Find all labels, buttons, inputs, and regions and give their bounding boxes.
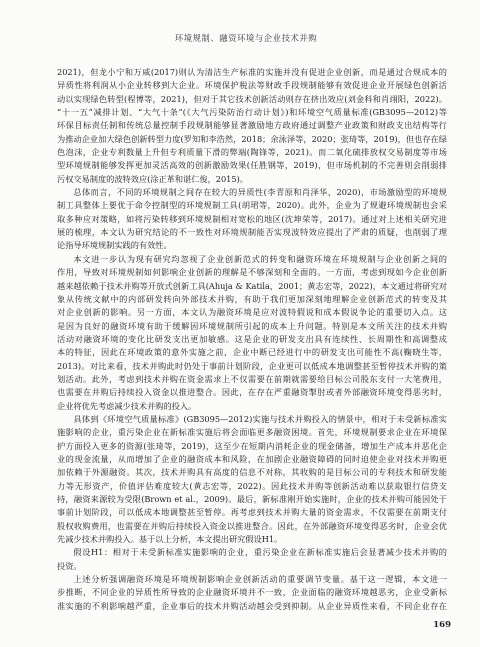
- text-line: 企业将优先考虑减少技术并购的投入。: [57, 400, 197, 411]
- text-line: 制工具整体上要优于命令控制型的环境规制工具(胡珺等，2020)。此外，企业为了规避环境规制也会采: [57, 200, 447, 211]
- paragraph-hypothesis-h1: [57, 546, 447, 573]
- text-line: 假设H1：相对于未受新标准实施影响的企业，重污染企业在新标准实施后会显著减少技术并购的: [73, 547, 447, 558]
- text-line: 先减少技术并购投入。基于以上分析，本文提出研究假设H1。: [57, 534, 283, 545]
- text-line: 动以实现绿色转型(程博等，2021)，但对于其它技术创新活动则存在挤出效应(刘金科和肖翊阳，2022)。: [57, 93, 447, 104]
- text-line: 本的特征，因此在环境政策的意外实施之前，企业中断已经进行中的研发支出可能性不高(鞠晓生等，: [57, 347, 447, 358]
- text-line: 步推断，不同企业的异质性所导致的企业融资环境并不一致，企业面临的融资环境越恶劣，企业受新标: [57, 587, 447, 598]
- text-line: 作用，导致对环境规制如何影响企业创新的理解是不够深刻和全面的。一方面，考虑到现如今企业创新: [57, 267, 447, 278]
- text-line: 型环境规制能够发挥更加灵活高效的创新激励效果(任胜钢等，2019)，但市场机制的不完善则会削弱排: [57, 160, 447, 171]
- text-line: 投资。: [57, 560, 82, 571]
- text-line: 业的现金流量，从而增加了企业的融资成本和风险，在加剧企业融资障碍的同时迫使企业对技术并购更: [57, 453, 447, 464]
- paragraph-mechanism: [57, 413, 447, 546]
- text-line: 划活动。此外，考虑到技术并购在资金需求上不仅需要在前期就需要给目标公司股东支付一大笔费用，: [57, 373, 447, 384]
- running-header: 环境规制、融资环境与企业技术并购: [174, 33, 318, 43]
- paragraph-summary: [57, 186, 447, 253]
- text-line: 股权收购费用，也需要在并购后持续投入资金以推进整合。因此，在外部融资环境变得恶劣时，企业会优: [57, 520, 447, 531]
- text-line: 越来越依赖于技术并购等开放式创新工具(Ahuja & Katila，2001；黄志宏等，2022)，本文通过将研究对: [57, 280, 447, 291]
- paragraph-argument: [57, 253, 447, 413]
- paragraph-heterogeneity: [57, 573, 447, 613]
- text-line: 为推动企业加大绿色创新转型力度(罗知和李浩然，2018；余泳泽等，2020；张琦等，2019)，但也存在绿: [57, 133, 447, 144]
- text-line: 具体到《环境空气质量标准》(GB3095—2012)实施与技术并购投入的情景中，相对于未受新标准实: [73, 413, 447, 424]
- text-line: “十一五”减排计划、“大气十条”(《大气污染防治行动计划》)和环境空气质量标准(GB3095—2012)等: [57, 107, 447, 118]
- text-line: 是因为良好的融资环境有助于缓解因环境规制所引起的成本上升问题。特别是本文所关注的技术并购: [57, 320, 447, 331]
- text-line: 持，融资来源较为受限(Brown et al.，2009)。最后，新标准刚开始实施时，企业的技术并购可能因处于: [57, 494, 447, 504]
- text-line: 环保目标责任制和传统总量控制手段规制能够显著激励地方政府通过调整产业政策和财政支出结构等行: [57, 120, 447, 131]
- text-line: 力等无形资产，价值评估难度较大(黄志宏等，2022)。因此技术并购等创新活动难以获取银行信贷支: [57, 480, 447, 491]
- text-line: 2021)，但龙小宁和万威(2017)则认为清洁生产标准的实施并没有促进企业创新，而是通过合规成本的: [57, 67, 447, 77]
- page-number: 169: [433, 620, 451, 630]
- text-line: 活动对融资环境的变化比研发支出更加敏感。这是企业的研发支出具有连续性、长周期性和高调整成: [57, 333, 447, 344]
- text-line: 本文进一步认为现有研究均忽视了企业创新范式的转变和融资环境在环境规制与企业创新之间的: [73, 253, 447, 264]
- paragraph-continued-literature: [57, 66, 447, 186]
- text-line: 2013)。对比来看，技术并购此时仍处于事前计划阶段，企业更可以低成本地调整甚至暂停技术并购的策: [57, 360, 447, 371]
- text-line: 加依赖于外源融资。其次，技术并购具有高度的信息不对称，其收购的是目标公司的专利技术和研发能: [57, 467, 447, 478]
- text-line: 上述分析强调融资环境是环境规制影响企业创新活动的重要调节变量。基于这一逻辑，本文进一: [73, 574, 447, 585]
- body-text: [57, 66, 447, 613]
- text-line: 施影响的企业，重污染企业在新标准实施后将会面临更多融资困境。首先，环境规制要求企业在环境保: [57, 427, 447, 438]
- text-line: 取多种应对策略，如将污染转移到环境规制相对宽松的地区(沈坤荣等，2017)。通过对上述相关研究进: [57, 213, 447, 224]
- text-line: 展的梳理，本文认为研究结论的不一致性对环境规制能否实现波特效应提出了严肃的质疑，也削弱了理: [57, 227, 447, 238]
- text-line: 对企业创新的影响。另一方面，本文认为融资环境是应对波特假说和成本假说争论的重要切入点。这: [57, 307, 447, 318]
- text-line: 象从传统文献中的内部研发转向外部技术并购，有助于我们更加深刻地理解企业创新范式的转变及其: [57, 293, 447, 304]
- text-line: 总体而言，不同的环境规制之间存在较大的异质性(李青原和肖泽华，2020)，市场激励型的环境规: [73, 187, 447, 198]
- text-line: 论指导环境规制实践的有效性。: [57, 240, 172, 251]
- text-line: 色泡沫，企业专利数量上升但专利质量下滑的弊端(陶锋等，2021)。而二氧化硫排放权交易制度等市场: [57, 147, 447, 158]
- text-line: 准实施的不利影响越严重，企业事后的技术并购活动越会受到抑制。从企业异质性来看，不同企业存在: [57, 600, 447, 611]
- text-line: 污权交易制度的波特效应(涂正革和谌仁俊，2015)。: [57, 173, 248, 184]
- text-line: 异质性将利润从小企业转移到大企业。环境保护税法等财政手段规制能够有效促进企业开展绿色创新活: [57, 80, 447, 91]
- text-line: 事前计划阶段，可以低成本地调整甚至暂停。再考虑到技术并购大量的资金需求，不仅需要在前期支付: [57, 507, 447, 518]
- text-line: 护方面投入更多的资源(张琦等，2019)，这至少在短期内消耗企业的现金储备，增加生产成本并恶化企: [57, 440, 447, 451]
- text-line: 也需要在并购后持续投入资金以推进整合。因此，在存在严重融资掣肘或者外部融资环境变得恶劣时，: [57, 387, 447, 398]
